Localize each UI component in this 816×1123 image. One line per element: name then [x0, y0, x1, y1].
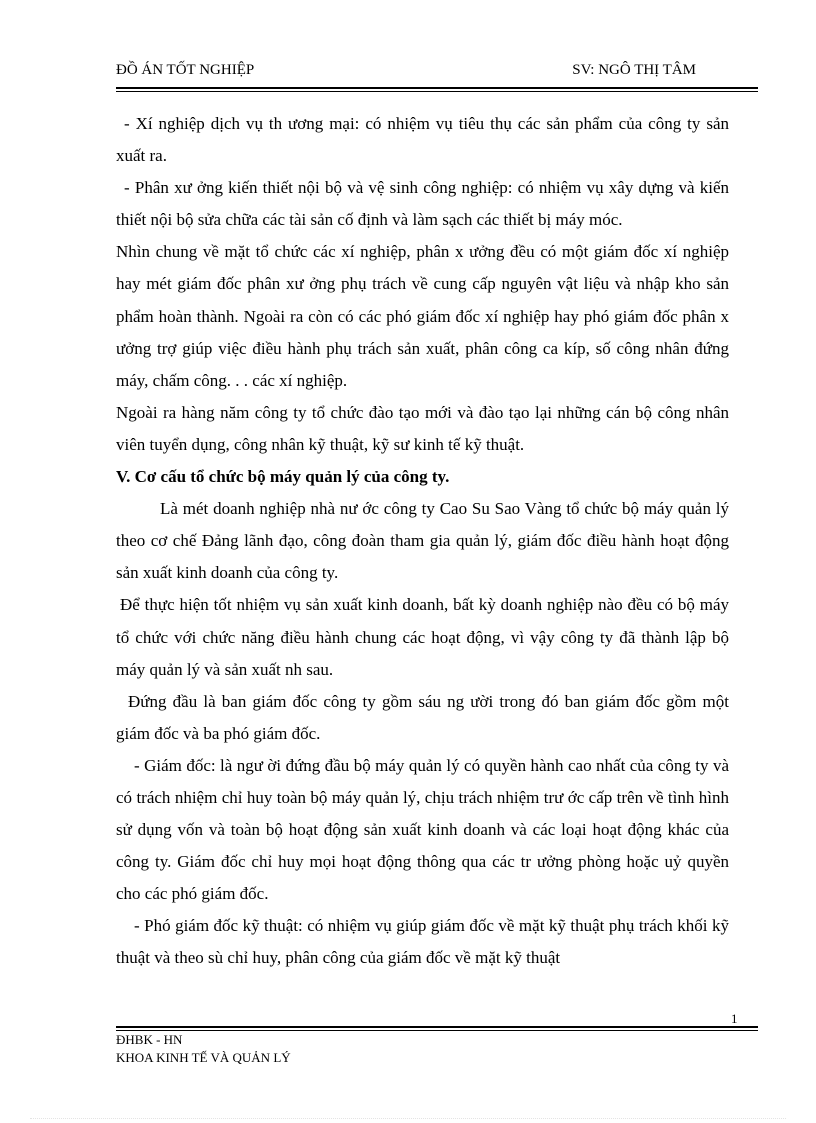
header-rule-thin	[116, 91, 758, 92]
page-bottom-divider	[30, 1118, 786, 1119]
footer-faculty: KHOA KINH TẾ VÀ QUẢN LÝ	[116, 1050, 291, 1065]
header-rule-thick	[116, 87, 758, 89]
header-title: ĐỒ ÁN TỐT NGHIỆP	[116, 62, 255, 78]
footer-rule-thick	[116, 1026, 758, 1028]
paragraph-technical-deputy: - Phó giám đốc kỹ thuật: có nhiệm vụ giúp giám đốc về mặt kỹ thuật phụ trách khối kỹ thuật và theo sù chỉ huy, phân công của giám đốc về mặt kỹ thuật	[116, 916, 729, 968]
paragraph-management-apparatus: Để thực hiện tốt nhiệm vụ sản xuất kinh doanh, bất kỳ doanh nghiệp nào đều có bộ máy tổ chức với chức năng điều hành chung các hoạt động, vì vậy công ty đã thành lập bộ máy quản lý và sản xuất nh sau.	[116, 595, 729, 679]
paragraph-training: Ngoài ra hàng năm công ty tổ chức đào tạo mới và đào tạo lại những cán bộ công nhân viên tuyển dụng, công nhân kỹ thuật, kỹ sư kinh tế kỹ thuật.	[116, 402, 729, 454]
paragraph-organization-overview: Nhìn chung về mặt tổ chức các xí nghiệp, phân x ưởng đều có một giám đốc xí nghiệp hay mét giám đốc phân xư ởng phụ trách về cung cấp nguyên vật liệu và nhập kho sản phẩm hoàn thành. Ngoài ra còn có các phó giám đốc xí nghiệp hay phó giám đốc phân x ưởng trợ giúp việc điều hành phụ trách sản xuất, phân công ca kíp, số công nhân đứng máy, chấm công. . . các xí nghiệp.	[116, 242, 729, 390]
footer-university: ĐHBK - HN	[116, 1032, 183, 1047]
paragraph-director: - Giám đốc: là ngư ời đứng đầu bộ máy quản lý có quyền hành cao nhất của công ty và có trách nhiệm chỉ huy toàn bộ máy quản lý, chịu trách nhiệm trư ớc cấp trên về tình hình sử dụng vốn và toàn bộ hoạt động sản xuất kinh doanh và các loại hoạt động khác của công ty. Giám đốc chỉ huy mọi hoạt động thông qua các tr ưởng phòng hoặc uỷ quyền cho các phó giám đốc.	[116, 755, 729, 904]
page-footer	[116, 1031, 291, 1067]
paragraph-construction-workshop: - Phân xư ởng kiến thiết nội bộ và vệ sinh công nghiệp: có nhiệm vụ xây dựng và kiến thiết nội bộ sửa chữa các tài sản cố định và làm sạch các thiết bị máy móc.	[116, 178, 729, 230]
section-heading: V. Cơ cấu tổ chức bộ máy quản lý của công ty.	[116, 467, 450, 487]
paragraph-trade-enterprise: - Xí nghiệp dịch vụ th ương mại: có nhiệm vụ tiêu thụ các sản phẩm của công ty sản xuất ra.	[116, 114, 729, 166]
document-body	[116, 108, 729, 975]
page-header	[116, 62, 756, 84]
page-number: 1	[731, 1011, 738, 1026]
header-student: SV: NGÔ THỊ TÂM	[572, 62, 696, 78]
paragraph-management-mechanism: Là mét doanh nghiệp nhà nư ớc công ty Cao Su Sao Vàng tổ chức bộ máy quản lý theo cơ chế Đảng lãnh đạo, công đoàn tham gia quản lý, giám đốc điều hành hoạt động sản xuất kinh doanh của công ty.	[116, 499, 729, 583]
paragraph-board-of-directors: Đứng đầu là ban giám đốc công ty gồm sáu ng ười trong đó ban giám đốc gồm một giám đốc và ba phó giám đốc.	[116, 691, 729, 743]
